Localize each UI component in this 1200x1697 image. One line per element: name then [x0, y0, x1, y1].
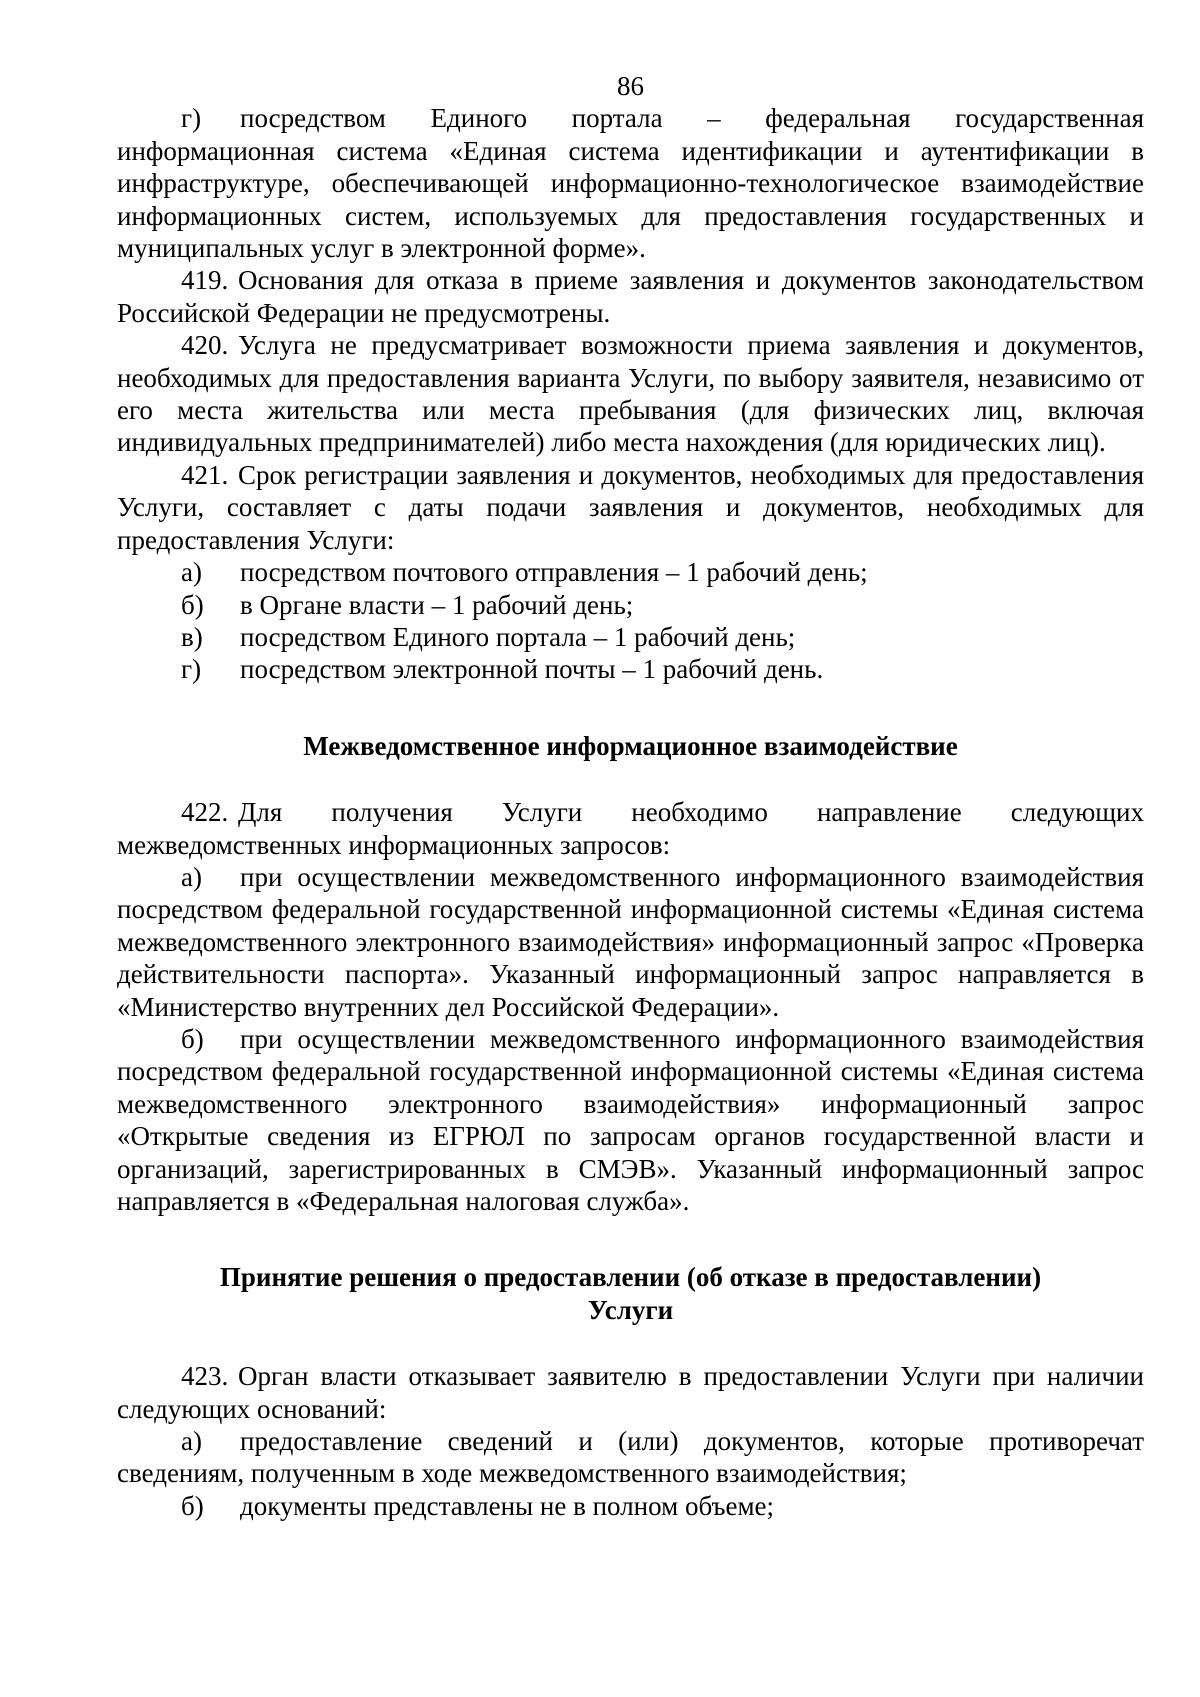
item-label: б): [181, 1490, 204, 1521]
paragraph-422: [117, 796, 1144, 861]
item-label: б): [181, 589, 204, 620]
paragraph-text: Услуга не предусматривает возможности приема заявления и документов, необходимых для предоставления варианта Услуги, по выбору заявителя, независимо от его места жительства или места пребывания (для физических лиц, включая индивидуальных предпринимателей) либо места нахождения (для юридических лиц).: [117, 330, 1144, 458]
paragraph-419: [117, 264, 1144, 329]
item-label: а): [181, 557, 202, 588]
item-label: г): [181, 103, 202, 134]
list-item: [117, 861, 1144, 1023]
item-text: посредством Единого портала – 1 рабочий день;: [240, 621, 796, 652]
item-label: г): [181, 654, 202, 685]
list-item: [117, 589, 1144, 621]
section-heading-line: Услуги: [587, 1294, 674, 1325]
item-text: посредством почтового отправления – 1 рабочий день;: [240, 557, 868, 588]
paragraph-420: [117, 329, 1144, 459]
list-item: [117, 556, 1144, 588]
list-item: [117, 1490, 1144, 1522]
list-item: [117, 621, 1144, 653]
section-heading-interagency: Межведомственное информационное взаимодействие: [303, 730, 958, 761]
paragraph-423: [117, 1360, 1144, 1425]
paragraph-text: Для получения Услуги необходимо направление следующих межведомственных информационных запросов:: [117, 797, 1144, 860]
paragraph-number: 422.: [181, 797, 229, 828]
paragraph-text: Орган власти отказывает заявителю в предоставлении Услуги при наличии следующих оснований:: [117, 1361, 1144, 1424]
paragraph-item-g-portal: [117, 102, 1144, 264]
item-text: документы представлены не в полном объеме;: [240, 1490, 775, 1521]
list-item: [117, 1023, 1144, 1217]
paragraph-text: Срок регистрации заявления и документов, необходимых для предоставления Услуги, составляет с даты подачи заявления и документов, необходимых для предоставления Услуги:: [117, 459, 1144, 555]
item-text: посредством электронной почты – 1 рабочий день.: [240, 654, 824, 685]
paragraph-number: 421.: [181, 459, 229, 490]
paragraph-text: Основания для отказа в приеме заявления и документов законодательством Российской Федерации не предусмотрены.: [117, 265, 1144, 328]
item-label: в): [181, 621, 203, 652]
paragraph-number: 419.: [181, 265, 229, 296]
item-text: при осуществлении межведомственного информационного взаимодействия посредством федеральной государственной информационной системы «Единая система межведомственного электронного взаимодействия» информационный запрос «Проверка действительности паспорта». Указанный информационный запрос направляется в «Министерство внутренних дел Российской Федерации».: [117, 861, 1144, 1022]
page-number: 86: [617, 71, 644, 101]
section-heading-decision: [117, 1261, 1144, 1326]
item-label: а): [181, 861, 202, 892]
item-text: при осуществлении межведомственного информационного взаимодействия посредством федеральной государственной информационной системы «Единая система межведомственного электронного взаимодействия» информационный запрос «Открытые сведения из ЕГРЮЛ по запросам органов государственной власти и организаций, зарегистрированных в СМЭВ». Указанный информационный запрос направляется в «Федеральная налоговая служба».: [117, 1023, 1144, 1216]
document-page: [117, 70, 1144, 1522]
list-item: [117, 1425, 1144, 1490]
item-text: в Органе власти – 1 рабочий день;: [240, 589, 634, 620]
paragraph-421: [117, 459, 1144, 556]
paragraph-number: 420.: [181, 330, 229, 361]
item-text: предоставление сведений и (или) документов, которые противоречат сведениям, полученным в ходе межведомственного взаимодействия;: [117, 1426, 1144, 1489]
item-text: посредством Единого портала – федеральная государственная информационная система «Единая система идентификации и аутентификации в инфраструктуре, обеспечивающей информационно-технологическое взаимодействие информационных систем, используемых для предоставления государственных и муниципальных услуг в электронной форме».: [117, 103, 1144, 264]
list-item: [117, 653, 1144, 685]
section-heading-line: Принятие решения о предоставлении (об отказе в предоставлении): [219, 1262, 1042, 1293]
paragraph-number: 423.: [181, 1361, 229, 1392]
item-label: б): [181, 1023, 204, 1054]
item-label: а): [181, 1426, 202, 1457]
